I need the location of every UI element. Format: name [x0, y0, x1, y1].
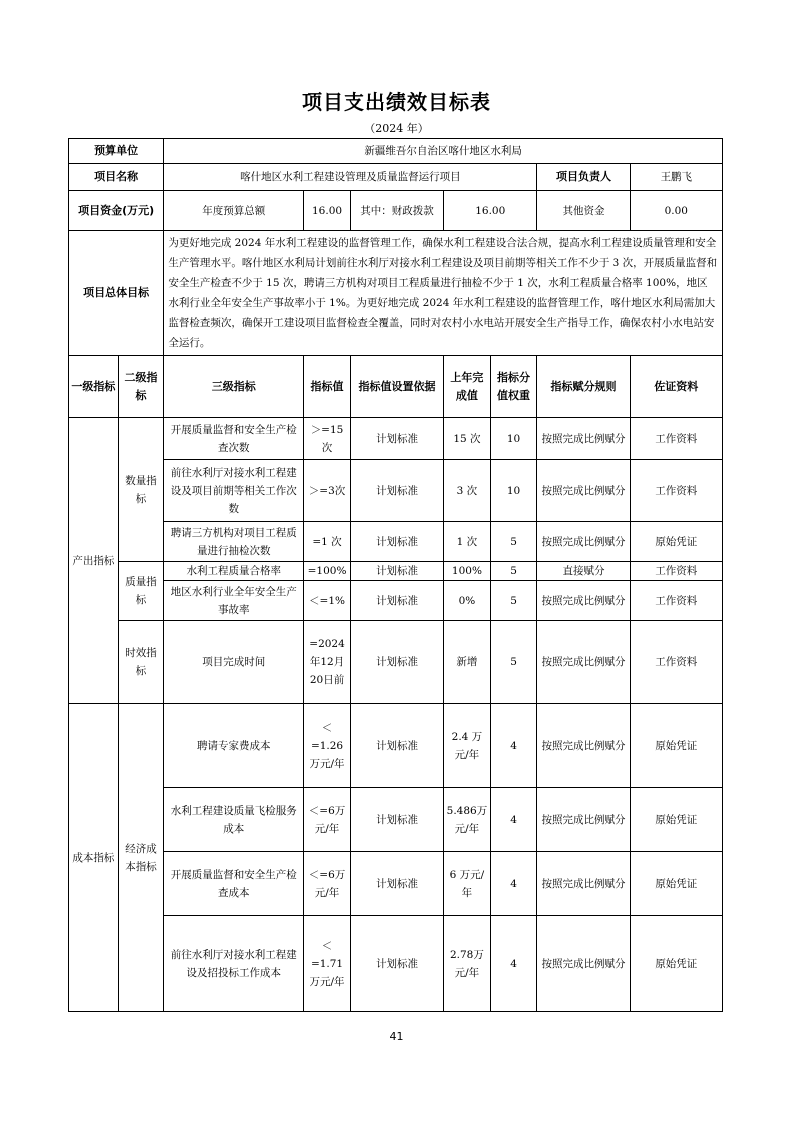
goal-label: 项目总体目标 — [69, 231, 164, 356]
indicator-basis: 计划标准 — [350, 788, 443, 852]
indicator-weight: 4 — [490, 704, 537, 788]
annual-label: 年度预算总额 — [164, 191, 304, 231]
goal-text: 为更好地完成 2024 年水利工程建设的监督管理工作，确保水利工程建设合法合规，提高水利工程建设质量管理和安全生产管理水平。喀什地区水利局计划前往水利厅对接水利工程建设及项目前期等相关工作不少于 3 次，开展质量监督和安全生产检查不少于 15 次，聘请三方机构对项目工程质量进行抽检不少于 1 次，水利工程质量合格率 100%，地区水利行业全年安全生产事故率小于 1%。为更好地完成 2024 年水利工程建设的监督管理工作，喀什地区水利局需加大监督检查频次，确保开工建设项目监督检查全覆盖，同时对农村小水电站开展安全生产指导工作，确保农村小水电站安全运行。 — [164, 231, 723, 356]
indicator-evidence: 工作资料 — [630, 460, 722, 522]
indicator-name: 项目完成时间 — [164, 621, 304, 704]
indicator-evidence: 原始凭证 — [630, 852, 722, 916]
indicator-weight: 4 — [490, 916, 537, 1012]
indicator-value: ＜=1.71万元/年 — [304, 916, 351, 1012]
table-row — [69, 418, 723, 460]
leader-value: 王鹏飞 — [630, 164, 722, 191]
indicator-value: =1 次 — [304, 522, 351, 562]
indicator-rule: 按照完成比例赋分 — [537, 522, 630, 562]
annual-value: 16.00 — [304, 191, 351, 231]
fiscal-label: 其中：财政拨款 — [350, 191, 443, 231]
indicator-rule: 直接赋分 — [537, 562, 630, 581]
indicator-weight: 4 — [490, 852, 537, 916]
group-output: 产出指标 — [69, 418, 119, 704]
indicator-basis: 计划标准 — [350, 460, 443, 522]
indicator-rule: 按照完成比例赋分 — [537, 704, 630, 788]
leader-label: 项目负责人 — [537, 164, 630, 191]
header-evidence: 佐证资料 — [630, 356, 722, 418]
table-row — [69, 621, 723, 704]
header-level2: 二级指标 — [118, 356, 164, 418]
indicator-name: 开展质量监督和安全生产检查次数 — [164, 418, 304, 460]
indicator-last: 新增 — [444, 621, 491, 704]
indicator-weight: 5 — [490, 562, 537, 581]
page-number: 41 — [389, 1030, 404, 1043]
unit-row — [69, 139, 723, 164]
group-cost: 成本指标 — [69, 704, 119, 1012]
indicator-basis: 计划标准 — [350, 916, 443, 1012]
project-value: 喀什地区水利工程建设管理及质量监督运行项目 — [164, 164, 537, 191]
indicator-weight: 5 — [490, 621, 537, 704]
table-row — [69, 916, 723, 1012]
project-label: 项目名称 — [69, 164, 164, 191]
indicator-value: ＜=1.26万元/年 — [304, 704, 351, 788]
table-row — [69, 581, 723, 621]
header-weight: 指标分值权重 — [490, 356, 537, 418]
indicator-evidence: 工作资料 — [630, 562, 722, 581]
indicator-value: ＜=6万元/年 — [304, 788, 351, 852]
indicator-last: 3 次 — [444, 460, 491, 522]
indicator-last: 15 次 — [444, 418, 491, 460]
indicator-rule: 按照完成比例赋分 — [537, 788, 630, 852]
fiscal-value: 16.00 — [444, 191, 537, 231]
funds-label: 项目资金(万元) — [69, 191, 164, 231]
indicator-evidence: 工作资料 — [630, 621, 722, 704]
indicator-name: 水利工程质量合格率 — [164, 562, 304, 581]
header-last-year: 上年完成值 — [444, 356, 491, 418]
indicator-rule: 按照完成比例赋分 — [537, 621, 630, 704]
indicator-evidence: 原始凭证 — [630, 704, 722, 788]
indicator-last: 6 万元/年 — [444, 852, 491, 916]
year-label: （2024 年） — [364, 122, 429, 135]
indicator-rule: 按照完成比例赋分 — [537, 460, 630, 522]
indicator-basis: 计划标准 — [350, 418, 443, 460]
indicator-value: =2024年12月20日前 — [304, 621, 351, 704]
header-rule: 指标赋分规则 — [537, 356, 630, 418]
header-value: 指标值 — [304, 356, 351, 418]
other-label: 其他资金 — [537, 191, 630, 231]
table-row — [69, 788, 723, 852]
table-row — [69, 704, 723, 788]
funds-row — [69, 191, 723, 231]
indicator-basis: 计划标准 — [350, 522, 443, 562]
indicator-rule: 按照完成比例赋分 — [537, 852, 630, 916]
table-row — [69, 522, 723, 562]
unit-label: 预算单位 — [69, 139, 164, 164]
indicator-basis: 计划标准 — [350, 852, 443, 916]
indicator-evidence: 原始凭证 — [630, 788, 722, 852]
group-timeliness: 时效指标 — [118, 621, 164, 704]
header-level1: 一级指标 — [69, 356, 119, 418]
header-row — [69, 356, 723, 418]
other-value: 0.00 — [630, 191, 722, 231]
indicator-evidence: 工作资料 — [630, 581, 722, 621]
indicator-last: 100% — [444, 562, 491, 581]
indicator-last: 2.4 万元/年 — [444, 704, 491, 788]
indicator-weight: 10 — [490, 418, 537, 460]
indicator-last: 0% — [444, 581, 491, 621]
goal-row — [69, 231, 723, 356]
indicator-rule: 按照完成比例赋分 — [537, 581, 630, 621]
indicator-basis: 计划标准 — [350, 562, 443, 581]
indicator-weight: 4 — [490, 788, 537, 852]
indicator-value: ＜=6万元/年 — [304, 852, 351, 916]
indicator-evidence: 原始凭证 — [630, 916, 722, 1012]
indicator-basis: 计划标准 — [350, 621, 443, 704]
group-economic: 经济成本指标 — [118, 704, 164, 1012]
indicator-evidence: 原始凭证 — [630, 522, 722, 562]
indicator-name: 聘请专家费成本 — [164, 704, 304, 788]
indicator-name: 水利工程建设质量飞检服务成本 — [164, 788, 304, 852]
group-quantity: 数量指标 — [118, 418, 164, 562]
indicator-name: 聘请三方机构对项目工程质量进行抽检次数 — [164, 522, 304, 562]
indicator-weight: 5 — [490, 522, 537, 562]
indicator-last: 1 次 — [444, 522, 491, 562]
page-title: 项目支出绩效目标表 — [302, 90, 491, 114]
indicator-name: 地区水利行业全年安全生产事故率 — [164, 581, 304, 621]
indicator-basis: 计划标准 — [350, 704, 443, 788]
indicator-weight: 10 — [490, 460, 537, 522]
indicator-rule: 按照完成比例赋分 — [537, 916, 630, 1012]
unit-value: 新疆维吾尔自治区喀什地区水利局 — [164, 139, 723, 164]
project-row — [69, 164, 723, 191]
indicator-value: =100% — [304, 562, 351, 581]
header-level3: 三级指标 — [164, 356, 304, 418]
indicator-name: 前往水利厅对接水利工程建设及招投标工作成本 — [164, 916, 304, 1012]
indicator-name: 前往水利厅对接水利工程建设及项目前期等相关工作次数 — [164, 460, 304, 522]
table-row — [69, 562, 723, 581]
indicator-value: ＞=15次 — [304, 418, 351, 460]
indicator-rule: 按照完成比例赋分 — [537, 418, 630, 460]
table-row — [69, 852, 723, 916]
group-quality: 质量指标 — [118, 562, 164, 621]
indicator-basis: 计划标准 — [350, 581, 443, 621]
indicator-name: 开展质量监督和安全生产检查成本 — [164, 852, 304, 916]
indicator-value: ＞=3次 — [304, 460, 351, 522]
indicator-value: ＜=1% — [304, 581, 351, 621]
performance-table — [68, 138, 723, 1012]
indicator-last: 5.486万元/年 — [444, 788, 491, 852]
header-basis: 指标值设置依据 — [350, 356, 443, 418]
table-row — [69, 460, 723, 522]
indicator-weight: 5 — [490, 581, 537, 621]
indicator-last: 2.78万元/年 — [444, 916, 491, 1012]
indicator-evidence: 工作资料 — [630, 418, 722, 460]
